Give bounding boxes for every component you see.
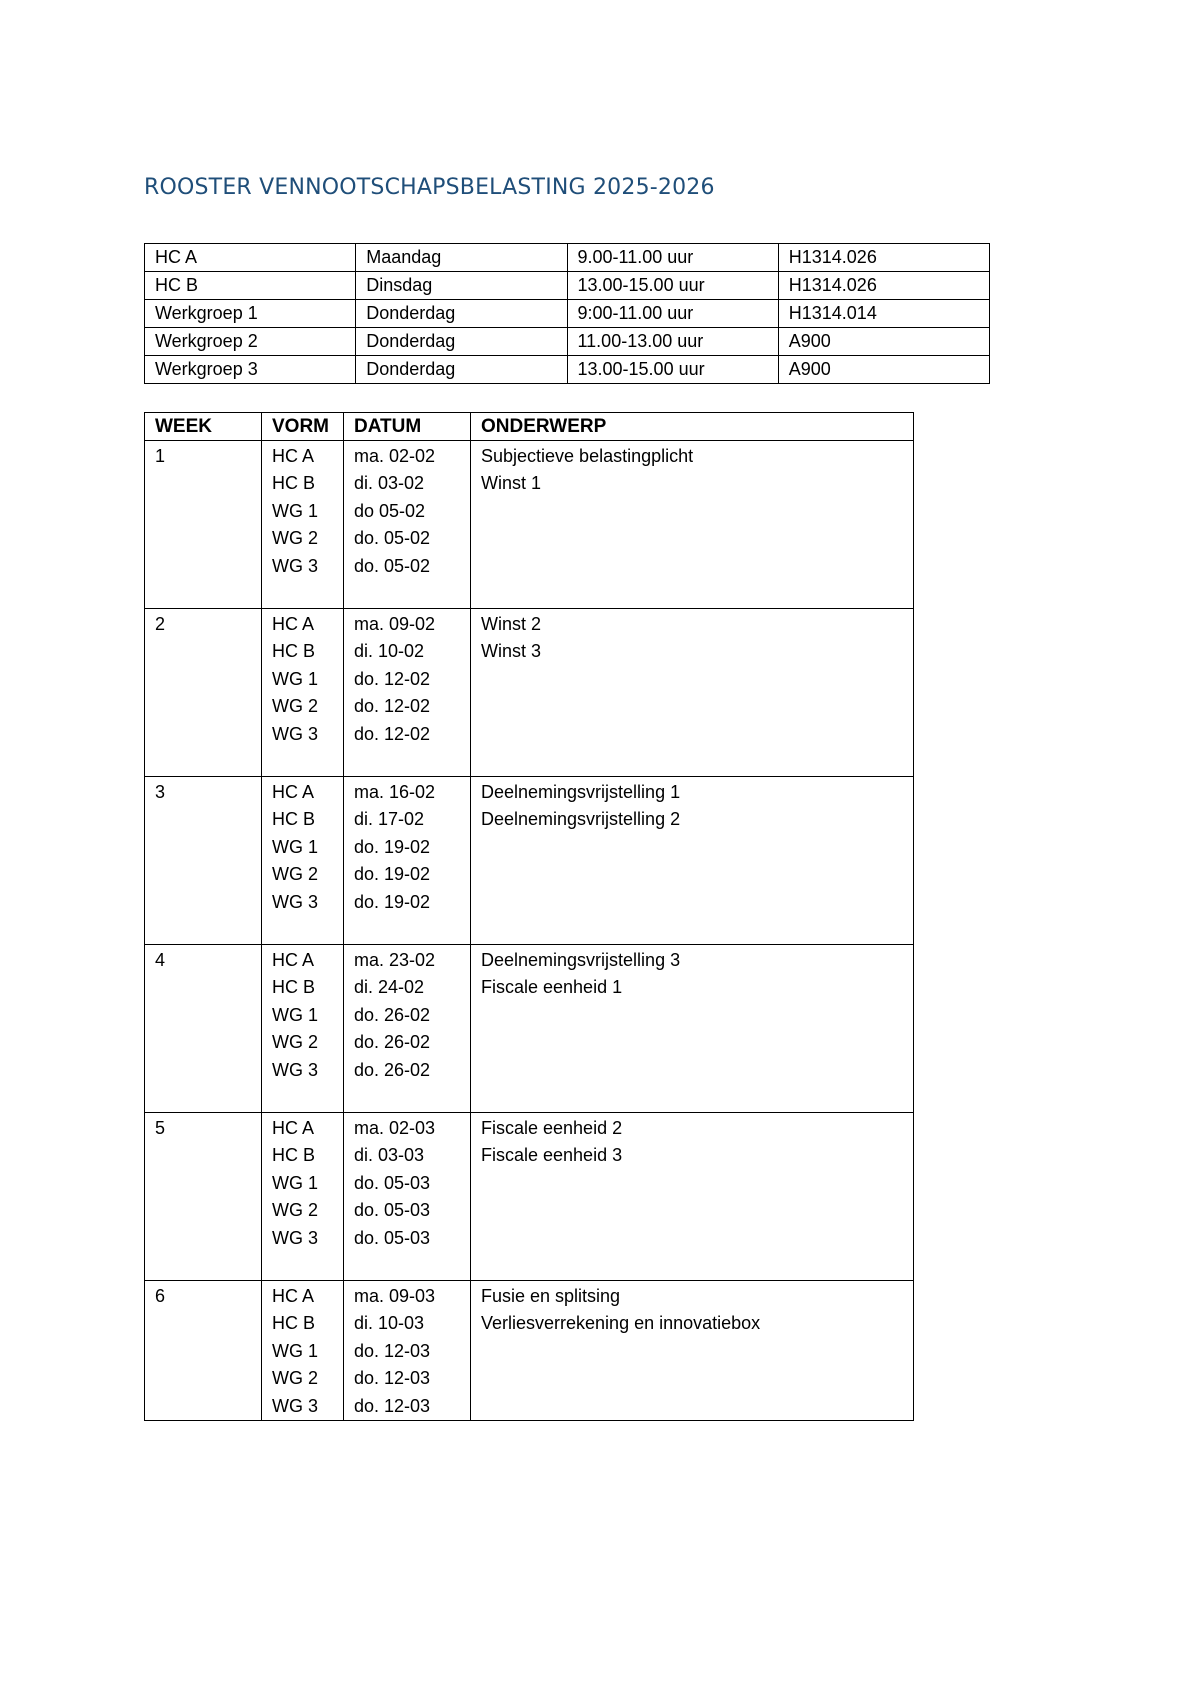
datum-line: ma. 02-03	[354, 1118, 436, 1138]
vorm-line: HC A	[272, 614, 315, 634]
datum-line: do. 12-03	[354, 1395, 431, 1416]
datum-line: ma. 16-02	[354, 782, 436, 802]
datum-line: do. 12-02	[354, 668, 431, 689]
week-number: 2	[155, 614, 166, 634]
onderwerp-cell	[471, 609, 914, 777]
datum-cell	[344, 441, 471, 609]
weeks-table	[144, 412, 914, 1421]
room-cell: H1314.014	[778, 300, 989, 328]
vorm-line: WG 1	[272, 1172, 319, 1193]
week-row	[145, 441, 914, 609]
vorm-line: WG 1	[272, 668, 319, 689]
onderwerp-cell	[471, 945, 914, 1113]
vorm-line: HC A	[272, 1286, 315, 1306]
vorm-line: WG 3	[272, 1059, 319, 1080]
header-vorm: VORM	[262, 413, 344, 441]
datum-line: do. 19-02	[354, 836, 431, 857]
vorm-line: WG 2	[272, 1200, 319, 1221]
datum-line: di. 03-02	[354, 473, 425, 494]
onderwerp-cell	[471, 777, 914, 945]
datum-line: do. 19-02	[354, 864, 431, 885]
week-number: 1	[155, 446, 166, 466]
vorm-line: WG 2	[272, 864, 319, 885]
week-row	[145, 1281, 914, 1421]
vorm-line: HC B	[272, 977, 316, 998]
week-number-cell	[145, 945, 262, 1113]
datum-line: ma. 23-02	[354, 950, 436, 970]
datum-line: do. 05-02	[354, 555, 431, 576]
vorm-line: WG 3	[272, 1227, 319, 1248]
group-cell: Werkgroep 1	[145, 300, 356, 328]
vorm-line: WG 1	[272, 1340, 319, 1361]
onderwerp-line: Fiscale eenheid 3	[481, 1145, 623, 1166]
datum-line: di. 10-02	[354, 641, 425, 662]
datum-line: di. 24-02	[354, 977, 425, 998]
vorm-line: HC A	[272, 782, 315, 802]
datum-line: ma. 09-02	[354, 614, 436, 634]
vorm-cell	[262, 777, 344, 945]
room-cell: A900	[778, 356, 989, 384]
week-number-cell	[145, 441, 262, 609]
datum-line: do. 12-02	[354, 723, 431, 744]
group-cell: Werkgroep 2	[145, 328, 356, 356]
onderwerp-cell	[471, 441, 914, 609]
vorm-line: HC B	[272, 1313, 316, 1334]
datum-line: do. 05-02	[354, 528, 431, 549]
time-cell: 13.00-15.00 uur	[567, 356, 778, 384]
datum-cell	[344, 945, 471, 1113]
vorm-cell	[262, 945, 344, 1113]
header-datum: DATUM	[344, 413, 471, 441]
schedule-row	[145, 356, 990, 384]
datum-line: do. 12-02	[354, 696, 431, 717]
time-cell: 13.00-15.00 uur	[567, 272, 778, 300]
week-row	[145, 1113, 914, 1281]
vorm-line: WG 2	[272, 1368, 319, 1389]
datum-cell	[344, 777, 471, 945]
vorm-line: WG 1	[272, 500, 319, 521]
week-number: 3	[155, 782, 166, 802]
weeks-header-row	[145, 413, 914, 441]
onderwerp-line: Winst 2	[481, 614, 542, 634]
datum-line: do. 12-03	[354, 1368, 431, 1389]
datum-cell	[344, 609, 471, 777]
schedule-row	[145, 300, 990, 328]
onderwerp-line: Deelnemingsvrijstelling 2	[481, 809, 681, 830]
datum-line: di. 17-02	[354, 809, 425, 830]
schedule-table	[144, 243, 990, 384]
week-row	[145, 609, 914, 777]
onderwerp-line: Fusie en splitsing	[481, 1286, 621, 1306]
onderwerp-line: Winst 3	[481, 641, 542, 662]
day-cell: Donderdag	[356, 328, 567, 356]
week-number: 5	[155, 1118, 166, 1138]
time-cell: 9:00-11.00 uur	[567, 300, 778, 328]
datum-line: do. 26-02	[354, 1032, 431, 1053]
datum-line: ma. 02-02	[354, 446, 436, 466]
day-cell: Maandag	[356, 244, 567, 272]
datum-line: do. 26-02	[354, 1004, 431, 1025]
week-number-cell	[145, 609, 262, 777]
onderwerp-cell	[471, 1281, 914, 1421]
onderwerp-cell	[471, 1113, 914, 1281]
vorm-cell	[262, 609, 344, 777]
vorm-line: HC B	[272, 809, 316, 830]
week-number-cell	[145, 1113, 262, 1281]
vorm-line: WG 3	[272, 555, 319, 576]
schedule-row	[145, 272, 990, 300]
onderwerp-line: Deelnemingsvrijstelling 3	[481, 950, 681, 970]
time-cell: 9.00-11.00 uur	[567, 244, 778, 272]
room-cell: H1314.026	[778, 272, 989, 300]
week-number: 6	[155, 1286, 166, 1306]
datum-cell	[344, 1281, 471, 1421]
datum-line: do 05-02	[354, 500, 426, 521]
vorm-line: WG 2	[272, 1032, 319, 1053]
vorm-line: WG 3	[272, 1395, 319, 1416]
header-week: WEEK	[145, 413, 262, 441]
page-title: ROOSTER VENNOOTSCHAPSBELASTING 2025-2026	[144, 175, 715, 200]
vorm-line: HC A	[272, 446, 315, 466]
week-number-cell	[145, 777, 262, 945]
datum-line: do. 12-03	[354, 1340, 431, 1361]
week-number-cell	[145, 1281, 262, 1421]
group-cell: Werkgroep 3	[145, 356, 356, 384]
vorm-line: WG 2	[272, 528, 319, 549]
vorm-line: HC A	[272, 950, 315, 970]
datum-line: do. 05-03	[354, 1172, 431, 1193]
day-cell: Donderdag	[356, 300, 567, 328]
datum-line: di. 03-03	[354, 1145, 425, 1166]
onderwerp-line: Fiscale eenheid 1	[481, 977, 623, 998]
week-row	[145, 777, 914, 945]
vorm-line: WG 2	[272, 696, 319, 717]
vorm-cell	[262, 441, 344, 609]
vorm-line: WG 1	[272, 836, 319, 857]
onderwerp-line: Deelnemingsvrijstelling 1	[481, 782, 681, 802]
vorm-line: HC B	[272, 641, 316, 662]
day-cell: Dinsdag	[356, 272, 567, 300]
datum-line: do. 19-02	[354, 891, 431, 912]
room-cell: A900	[778, 328, 989, 356]
vorm-cell	[262, 1113, 344, 1281]
datum-line: do. 26-02	[354, 1059, 431, 1080]
datum-line: di. 10-03	[354, 1313, 425, 1334]
datum-line: ma. 09-03	[354, 1286, 436, 1306]
onderwerp-line: Fiscale eenheid 2	[481, 1118, 623, 1138]
week-number: 4	[155, 950, 166, 970]
room-cell: H1314.026	[778, 244, 989, 272]
onderwerp-line: Winst 1	[481, 473, 542, 494]
vorm-line: HC A	[272, 1118, 315, 1138]
datum-cell	[344, 1113, 471, 1281]
time-cell: 11.00-13.00 uur	[567, 328, 778, 356]
day-cell: Donderdag	[356, 356, 567, 384]
vorm-line: WG 1	[272, 1004, 319, 1025]
schedule-row	[145, 328, 990, 356]
onderwerp-line: Subjectieve belastingplicht	[481, 446, 694, 466]
week-row	[145, 945, 914, 1113]
vorm-line: WG 3	[272, 723, 319, 744]
group-cell: HC A	[145, 244, 356, 272]
header-onderwerp: ONDERWERP	[471, 413, 914, 441]
datum-line: do. 05-03	[354, 1227, 431, 1248]
vorm-line: HC B	[272, 473, 316, 494]
vorm-cell	[262, 1281, 344, 1421]
group-cell: HC B	[145, 272, 356, 300]
schedule-row	[145, 244, 990, 272]
datum-line: do. 05-03	[354, 1200, 431, 1221]
vorm-line: HC B	[272, 1145, 316, 1166]
vorm-line: WG 3	[272, 891, 319, 912]
onderwerp-line: Verliesverrekening en innovatiebox	[481, 1313, 761, 1334]
